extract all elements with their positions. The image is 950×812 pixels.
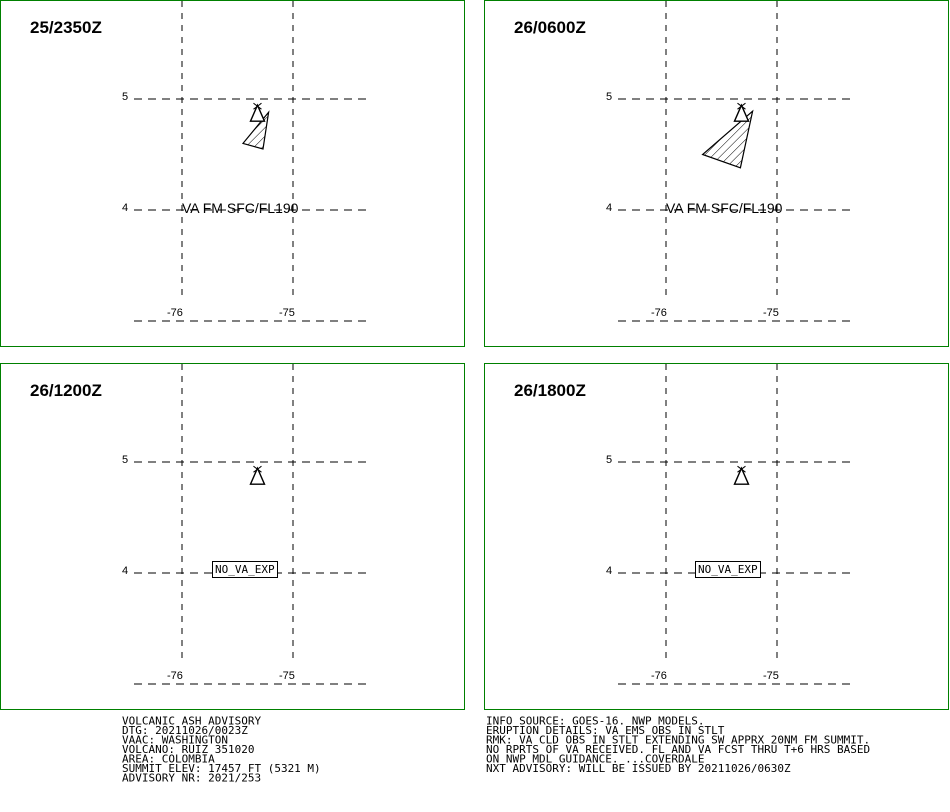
- panel-time: 26/1200Z: [30, 381, 102, 400]
- panel-time: 26/0600Z: [514, 18, 586, 37]
- advisory-line: ON NWP MDL GUIDANCE. ...COVERDALE: [486, 753, 705, 766]
- lon-label-75: -75: [763, 670, 779, 682]
- map-graphic: [485, 364, 950, 711]
- advisory-line: ADVISORY NR: 2021/253: [122, 772, 262, 785]
- advisory-line: INFO SOURCE: GOES-16. NWP MODELS.: [486, 715, 705, 728]
- lon-label-75: -75: [763, 307, 779, 319]
- advisory-line: DTG: 20211026/0023Z: [122, 724, 248, 737]
- advisory-line: AREA: COLOMBIA: [122, 753, 215, 766]
- map-panel-2: [484, 0, 949, 347]
- advisory-line: NXT ADVISORY: WILL BE ISSUED BY 20211026/0630Z: [486, 762, 791, 775]
- lon-label-76: -76: [651, 307, 667, 319]
- va-layer-label: VA FM SFC/FL190: [182, 200, 299, 216]
- no-va-exp-box: NO_VA_EXP: [695, 561, 761, 578]
- lat-label-5: 5: [122, 91, 129, 103]
- lon-label-76: -76: [167, 307, 183, 319]
- no-va-exp-box: NO_VA_EXP: [212, 561, 278, 578]
- lon-label-75: -75: [279, 307, 295, 319]
- map-panel-3: [0, 363, 465, 710]
- advisory-line: VOLCANO: RUIZ 351020: [122, 743, 255, 756]
- map-panel-1: [0, 0, 465, 347]
- lat-label-5: 5: [122, 454, 129, 466]
- advisory-remarks-text: [486, 717, 870, 774]
- lat-label-4: 4: [122, 202, 129, 214]
- lat-label-5: 5: [606, 91, 613, 103]
- lat-label-5: 5: [606, 454, 613, 466]
- advisory-line: RMK: VA CLD OBS IN STLT EXTENDING SW APPRX 20NM FM SUMMIT.: [486, 734, 871, 747]
- map-panel-4: [484, 363, 949, 710]
- volcano-triangle-icon: [250, 468, 264, 484]
- advisory-line: SUMMIT ELEV: 17457 FT (5321 M): [122, 762, 321, 775]
- advisory-line: NO RPRTS OF VA RECEIVED. FL AND VA FCST THRU T+6 HRS BASED: [486, 743, 871, 756]
- panel-time: 25/2350Z: [30, 18, 102, 37]
- volcano-triangle-icon: [734, 105, 748, 121]
- lat-label-4: 4: [606, 565, 613, 577]
- lon-label-75: -75: [279, 670, 295, 682]
- map-graphic: [1, 1, 466, 348]
- advisory-header-text: [122, 717, 321, 784]
- map-graphic: [1, 364, 466, 711]
- volcano-triangle-icon: [734, 468, 748, 484]
- advisory-line: VOLCANIC ASH ADVISORY: [122, 715, 262, 728]
- lat-label-4: 4: [606, 202, 613, 214]
- advisory-line: ERUPTION DETAILS: VA EMS OBS IN STLT: [486, 724, 725, 737]
- panel-time: 26/1800Z: [514, 381, 586, 400]
- lon-label-76: -76: [651, 670, 667, 682]
- volcano-triangle-icon: [250, 105, 264, 121]
- lat-label-4: 4: [122, 565, 129, 577]
- lon-label-76: -76: [167, 670, 183, 682]
- va-layer-label: VA FM SFC/FL190: [666, 200, 783, 216]
- map-graphic: [485, 1, 950, 348]
- advisory-line: VAAC: WASHINGTON: [122, 734, 228, 747]
